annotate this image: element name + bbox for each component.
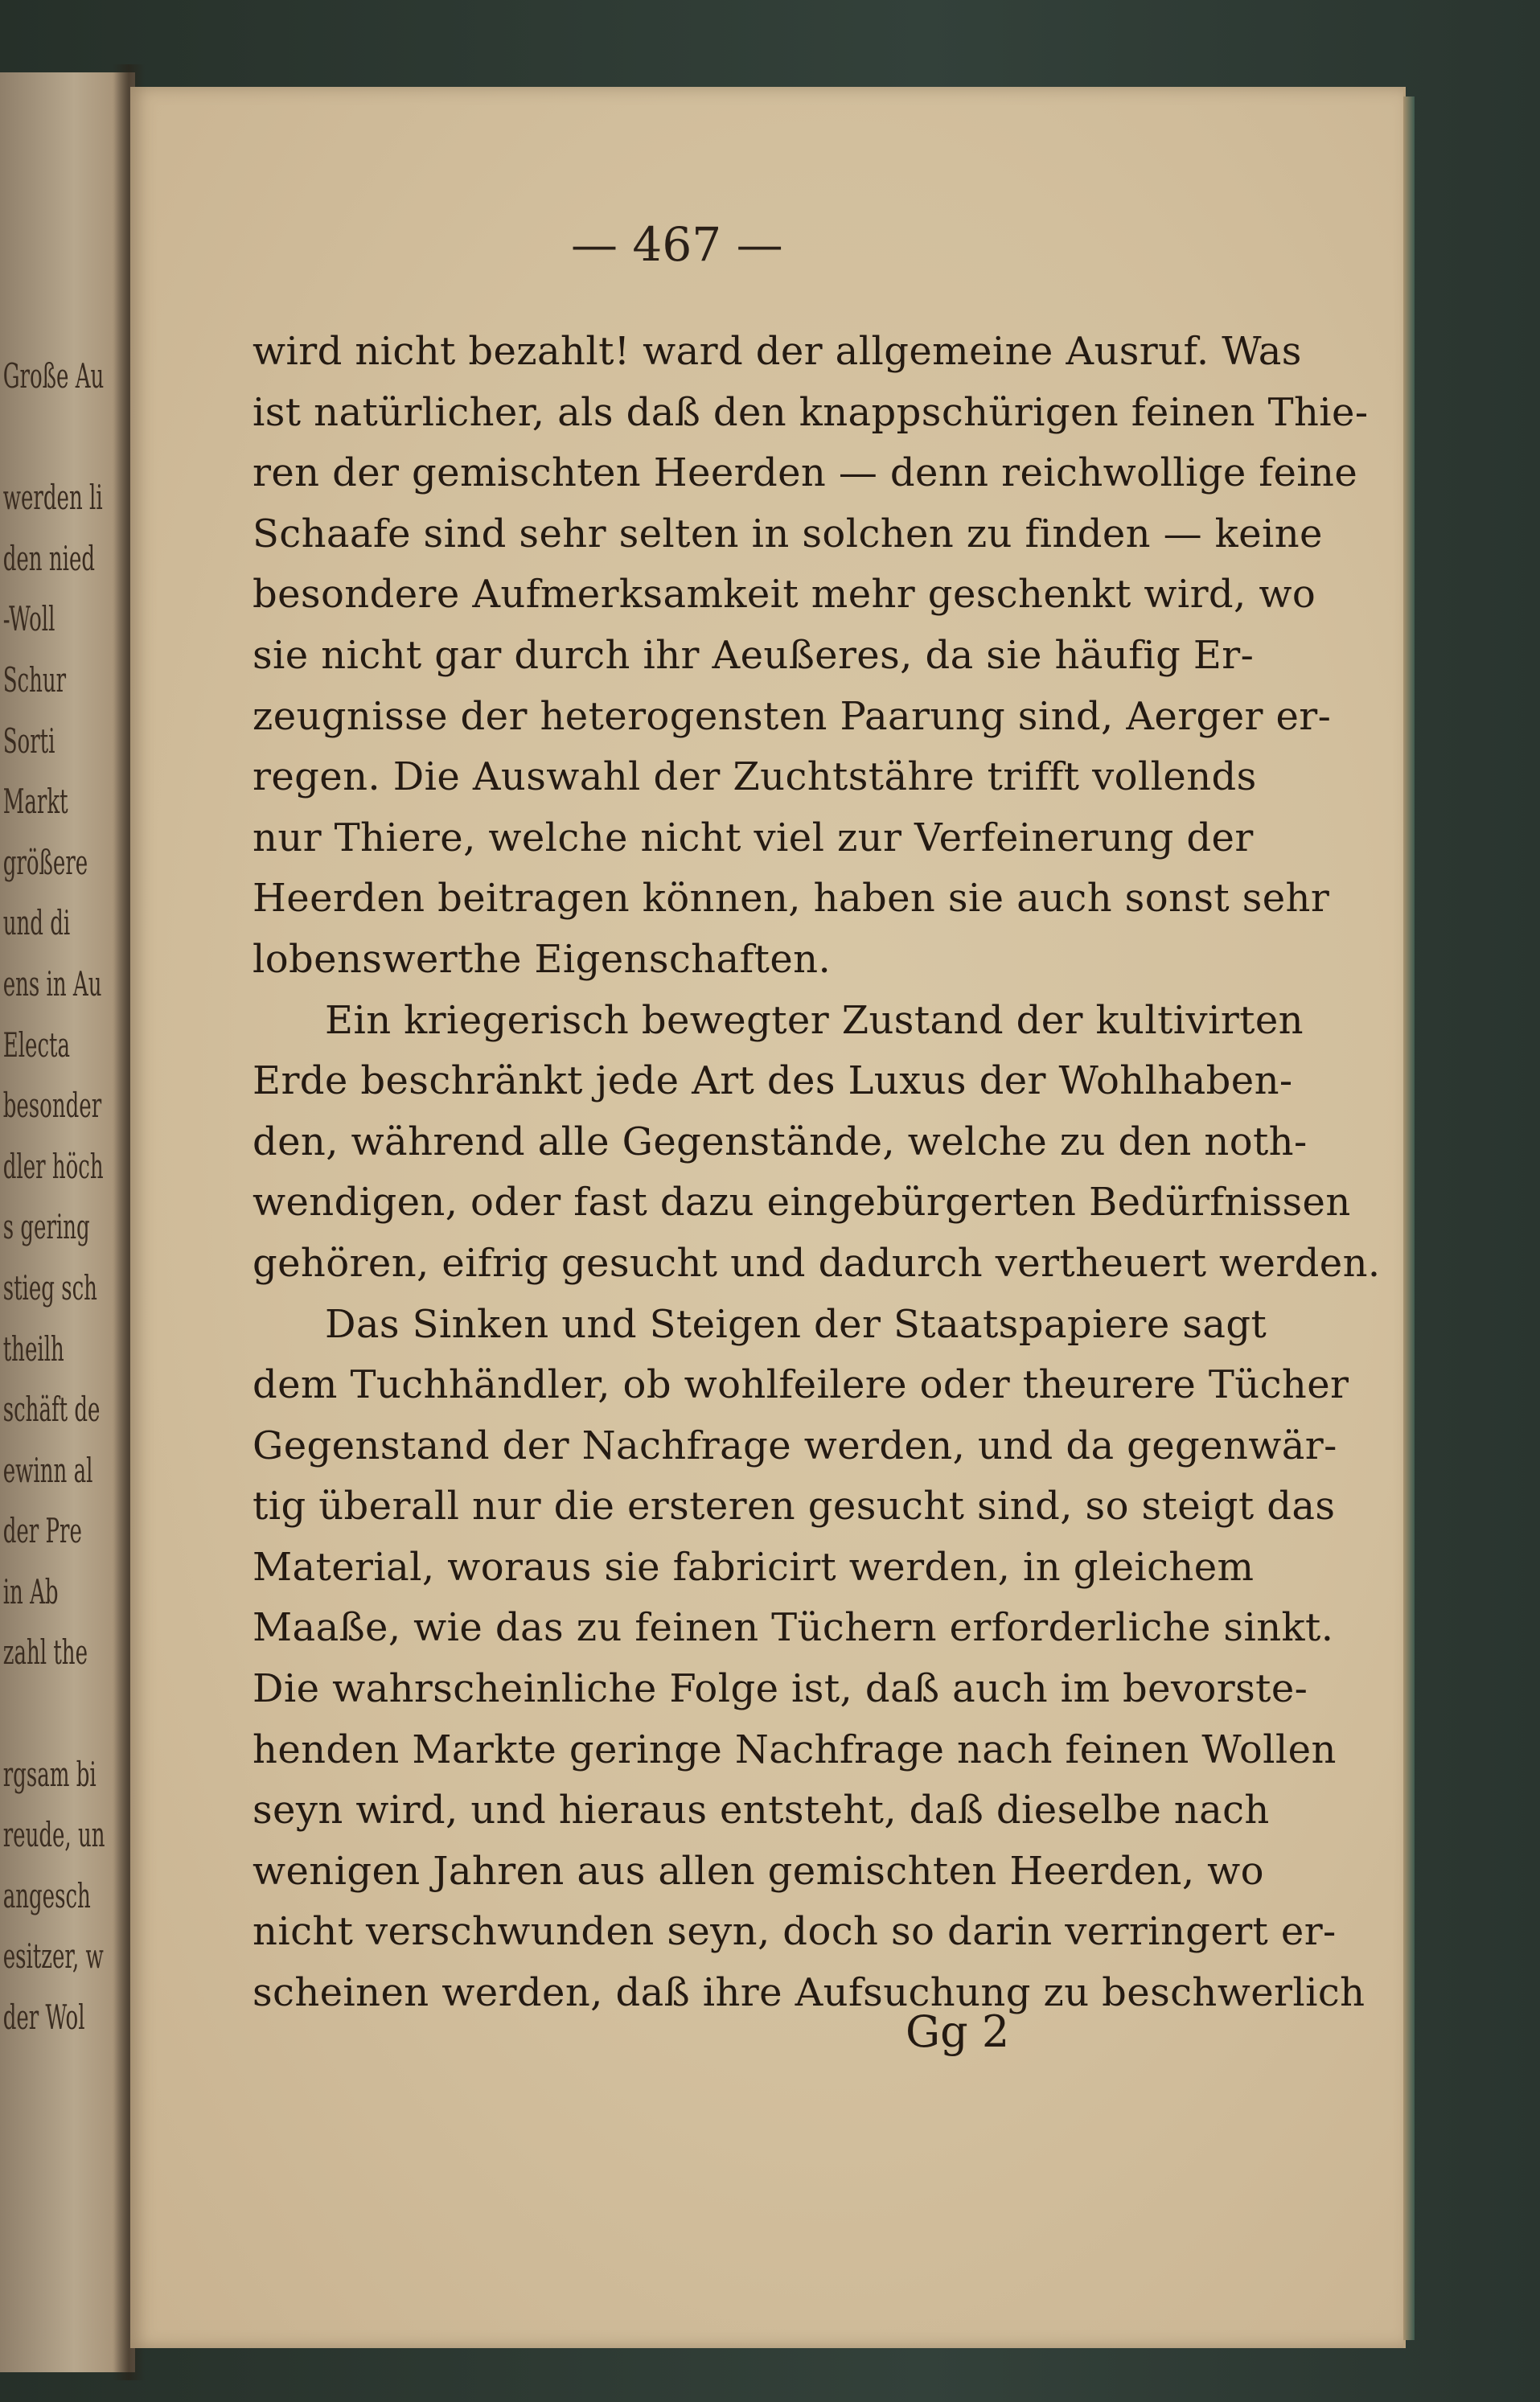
text-line: Die wahrscheinliche Folge ist, daß auch im bevorste- [253,1666,1308,1712]
left-fragment: den nied [2,538,96,578]
page-edge [1403,96,1415,2340]
text-line: wenigen Jahren aus allen gemischten Heerden, wo [253,1848,1264,1894]
left-fragment: stieg sch [2,1267,97,1308]
left-fragment: schäft de [2,1390,101,1430]
text-line: Maaße, wie das zu feinen Tüchern erforderliche sinkt. [253,1605,1334,1651]
left-fragment: zahl the [2,1632,88,1673]
left-fragment: Große Au [2,356,105,396]
left-fragment: der Wol [2,1998,85,2038]
left-fragment: Electa [2,1024,71,1065]
text-line: scheinen werden, daß ihre Aufsuchung zu beschwerlich [253,1970,1365,2016]
text-line: Erde beschränkt jede Art des Luxus der Wohlhaben- [253,1058,1293,1104]
left-fragment: esitzer, w [2,1936,104,1977]
text-line: wird nicht bezahlt! ward der allgemeine Ausruf. Was [253,329,1302,374]
left-fragment: theilh [2,1328,64,1369]
text-line: dem Tuchhändler, ob wohlfeilere oder theurere Tücher [253,1362,1349,1408]
text-line: wendigen, oder fast dazu eingebürgerten Bedürfnissen [253,1180,1351,1226]
text-line: henden Markte geringe Nachfrage nach feinen Wollen [253,1727,1337,1772]
text-line-paragraph-start: Ein kriegerisch bewegter Zustand der kultivirten [325,997,1304,1043]
left-fragment: reude, un [2,1815,105,1855]
text-line: ist natürlicher, als daß den knappschürigen feinen Thie- [253,389,1369,435]
text-line: tig überall nur die ersteren gesucht sind, so steigt das [253,1484,1336,1529]
left-fragment: Markt [2,782,68,822]
text-line: Heerden beitragen können, haben sie auch sonst sehr [253,876,1330,922]
text-line: regen. Die Auswahl der Zuchtstähre trifft vollends [253,754,1257,800]
left-fragment: rgsam bi [2,1754,97,1794]
text-line: zeugnisse der heterogensten Paarung sind, Aerger er- [253,693,1332,739]
left-fragment: und di [2,903,71,943]
left-fragment: besonder [2,1086,102,1126]
left-fragment [0,1683,84,1744]
page-body-text [253,322,1381,2024]
printer-signature-mark: Gg 2 [906,2006,1010,2057]
text-line: ren der gemischten Heerden — denn reichwollige feine [253,450,1358,496]
left-fragment: werden li [2,478,103,518]
text-line: Schaafe sind sehr selten in solchen zu finden — keine [253,511,1323,556]
text-line: nicht verschwunden seyn, doch so darin verringert er- [253,1909,1337,1955]
left-fragment: dler höch [2,1146,104,1186]
text-line: besondere Aufmerksamkeit mehr geschenkt wird, wo [253,572,1316,618]
left-fragment: angesch [2,1875,91,1915]
text-line: nur Thiere, welche nicht viel zur Verfeinerung der [253,815,1254,860]
text-line: Material, woraus sie fabricirt werden, in gleichem [253,1544,1255,1590]
left-fragment: ens in Au [2,963,102,1004]
text-line: seyn wird, und hieraus entsteht, daß dieselbe nach [253,1788,1270,1833]
left-fragment: Sorti [2,721,55,761]
left-fragment: ewinn al [2,1450,93,1490]
left-fragment: s gering [2,1207,90,1247]
text-line: gehören, eifrig gesucht und dadurch vertheuert werden. [253,1240,1381,1286]
left-fragment: der Pre [2,1511,82,1551]
left-fragment: größere [2,842,88,882]
text-line: den, während alle Gegenstände, welche zu den noth- [253,1119,1308,1164]
text-line: sie nicht gar durch ihr Aeußeres, da sie häufig Er- [253,632,1255,678]
left-fragment: Schur [2,659,67,700]
text-line: lobenswerthe Eigenschaften. [253,936,832,982]
text-line: Gegenstand der Nachfrage werden, und da gegenwär- [253,1423,1337,1468]
left-fragment [0,407,84,468]
left-fragment: in Ab [2,1571,59,1612]
page-number-header: — 467 — [571,217,783,272]
text-line-paragraph-start: Das Sinken und Steigen der Staatspapiere sagt [325,1301,1267,1347]
left-fragment: -Woll [2,599,55,639]
